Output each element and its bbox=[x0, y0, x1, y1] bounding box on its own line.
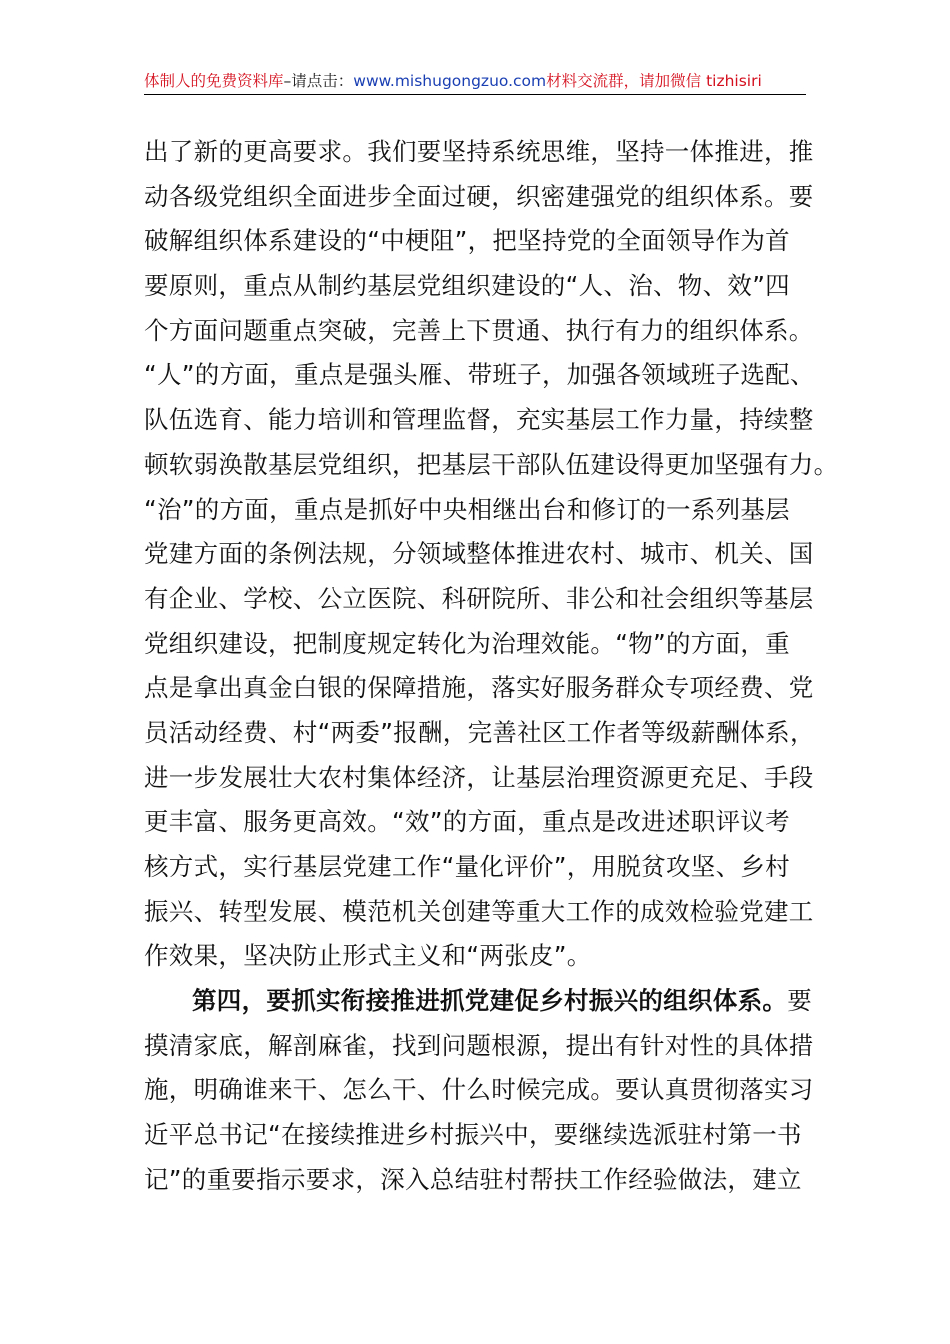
text-line: 更丰富、服务更高效。“效”的方面，重点是改进述职评议考 bbox=[144, 807, 790, 837]
header-brand: 体制人的免费资料库 bbox=[144, 72, 284, 90]
text-line: 顿软弱涣散基层党组织，把基层干部队伍建设得更加坚强有力。 bbox=[144, 449, 839, 479]
header-prompt: –请点击： bbox=[283, 72, 354, 90]
text-line: 个方面问题重点突破，完善上下贯通、执行有力的组织体系。 bbox=[144, 315, 814, 345]
text-line: 破解组织体系建设的“中梗阻”，把坚持党的全面领导作为首 bbox=[144, 226, 790, 256]
text-line: 近平总书记“在接续推进乡村振兴中，要继续选派驻村第一书 bbox=[144, 1120, 802, 1150]
paragraph-four-heading: 第四，要抓实衔接推进抓党建促乡村振兴的组织体系。 bbox=[192, 986, 788, 1016]
page-header bbox=[144, 68, 806, 95]
text-line: 作效果，坚决防止形式主义和“两张皮”。 bbox=[144, 941, 592, 971]
text-line: 施，明确谁来干、怎么干、什么时候完成。要认真贯彻落实习 bbox=[144, 1075, 814, 1105]
text-line: 党建方面的条例法规，分领域整体推进农村、城市、机关、国 bbox=[144, 539, 814, 569]
text-line: 有企业、学校、公立医院、科研院所、非公和社会组织等基层 bbox=[144, 583, 814, 613]
text-line: “人”的方面，重点是强头雁、带班子，加强各领域班子选配、 bbox=[144, 360, 815, 390]
text-line: 要原则，重点从制约基层党组织建设的“人、治、物、效”四 bbox=[144, 271, 790, 301]
text-line: 摸清家底，解剖麻雀，找到问题根源，提出有针对性的具体措 bbox=[144, 1030, 814, 1060]
document-body bbox=[144, 130, 839, 1203]
text-line: 记”的重要指示要求，深入总结驻村帮扶工作经验做法，建立 bbox=[144, 1164, 802, 1194]
text-line: 出了新的更高要求。我们要坚持系统思维，坚持一体推进，推 bbox=[144, 137, 814, 166]
text-line: “治”的方面，重点是抓好中央相继出台和修订的一系列基层 bbox=[144, 494, 790, 524]
text-line: 点是拿出真金白银的保障措施，落实好服务群众专项经费、党 bbox=[144, 673, 814, 703]
header-group-text: 材料交流群，请加微信 tizhisiri bbox=[546, 72, 762, 90]
text-line: 振兴、转型发展、模范机关创建等重大工作的成效检验党建工 bbox=[144, 896, 814, 926]
header-url-link[interactable]: www.mishugongzuo.com bbox=[353, 72, 547, 90]
paragraph-four-first-line bbox=[144, 979, 813, 1024]
text-line: 党组织建设，把制度规定转化为治理效能。“物”的方面，重 bbox=[144, 628, 790, 658]
text-line: 员活动经费、村“两委”报酬，完善社区工作者等级薪酬体系， bbox=[144, 717, 815, 747]
text-line: 进一步发展壮大农村集体经济，让基层治理资源更充足、手段 bbox=[144, 762, 814, 792]
text-line: 核方式，实行基层党建工作“量化评价”，用脱贫攻坚、乡村 bbox=[144, 852, 790, 881]
text-line: 队伍选育、能力培训和管理监督，充实基层工作力量，持续整 bbox=[144, 405, 814, 435]
text-line: 动各级党组织全面进步全面过硬，织密建强党的组织体系。要 bbox=[144, 181, 814, 211]
paragraph-four-first-rest: 要 bbox=[787, 986, 813, 1016]
